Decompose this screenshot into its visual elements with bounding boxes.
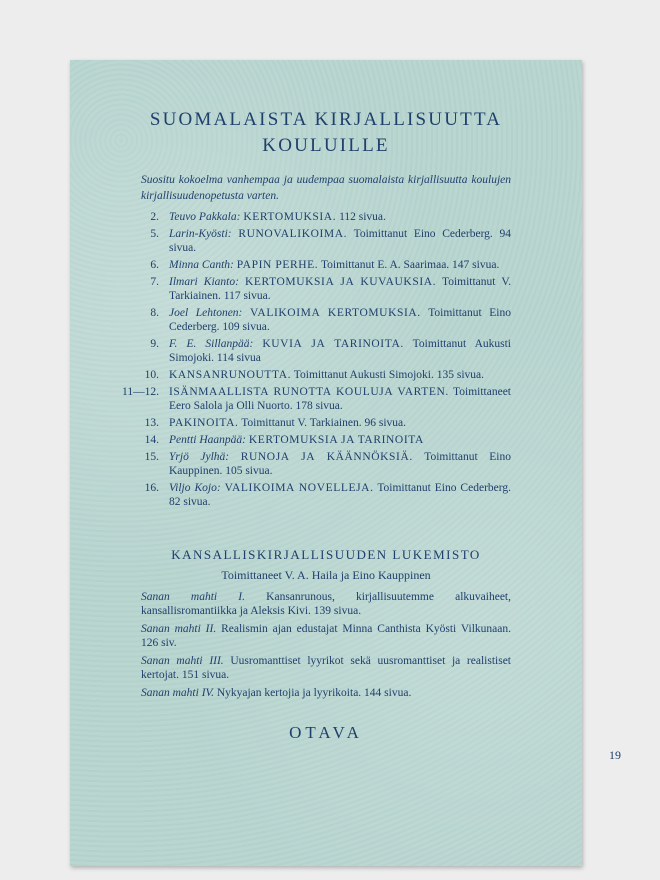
- publisher-name: OTAVA: [289, 723, 363, 742]
- book-details: Toimittanut V. Tarkiainen. 96 sivua.: [241, 417, 406, 429]
- book-number: 14.: [144, 434, 159, 446]
- book-number: 7.: [150, 276, 159, 288]
- book-title: RUNOVALIKOIMA.: [238, 228, 348, 240]
- book-list-item: [141, 481, 511, 509]
- book-details: Toimittanut Aukusti Simojoki. 135 sivua.: [293, 369, 485, 381]
- book-details: Toimittanut Eino Cederberg. 82 sivua.: [169, 482, 511, 508]
- book-list-item: [141, 368, 511, 382]
- book-author: F. E. Sillanpää:: [169, 338, 254, 350]
- book-details: Toimittanut V. Tarkiainen. 117 sivua.: [169, 276, 512, 302]
- book-author: Viljo Kojo:: [169, 482, 221, 494]
- book-entry: [169, 481, 511, 509]
- book-entry: [169, 433, 511, 447]
- lukemisto-item: [141, 590, 511, 618]
- book-entry: [169, 416, 511, 430]
- book-number: 13.: [144, 417, 159, 429]
- book-number: 5.: [150, 228, 159, 240]
- book-list-item: [141, 337, 511, 365]
- book-title: RUNOJA JA KÄÄNNÖKSIÄ.: [240, 451, 413, 463]
- lukemisto-description: Uusromanttiset lyyrikot sekä uusromanttiset ja realistiset kertojat. 151 sivua.: [141, 655, 512, 681]
- book-number: 9.: [150, 338, 159, 350]
- book-number: 15.: [144, 451, 159, 463]
- book-entry: [169, 368, 511, 382]
- book-title: KUVIA JA TARINOITA.: [262, 338, 404, 350]
- book-number: 10.: [144, 369, 159, 381]
- lukemisto-volume: Sanan mahti IV.: [141, 687, 214, 699]
- series-title-line1: SUOMALAISTA KIRJALLISUUTTA: [149, 109, 503, 130]
- book-number: 6.: [150, 259, 159, 271]
- book-list-item: [122, 385, 512, 413]
- book-title: KERTOMUKSIA.: [243, 211, 337, 223]
- book-author: Minna Canth:: [169, 259, 234, 271]
- book-entry: [169, 258, 511, 272]
- book-entry: [169, 210, 511, 224]
- book-list-item: [141, 450, 511, 478]
- book-details: 112 sivua.: [339, 211, 386, 223]
- section-title: KANSALLISKIRJALLISUUDEN LUKEMISTO: [171, 547, 481, 562]
- lukemisto-description: Realismin ajan edustajat Minna Canthista Kyösti Vilkunaan. 126 siv.: [141, 623, 512, 649]
- book-details: Toimittanut Eino Cederberg. 94 sivua.: [169, 228, 512, 254]
- book-title: KANSANRUNOUTTA.: [169, 369, 292, 381]
- lukemisto-description: Kansanrunous, kirjallisuutemme alkuvaiheet, kansallisromantiikka ja Aleksis Kivi. 139 sivua.: [141, 591, 511, 617]
- book-entry: [169, 337, 511, 365]
- book-details: Toimittanut Eino Kauppinen. 105 sivua.: [169, 451, 511, 477]
- book-number: 2.: [150, 211, 159, 223]
- book-title: PAPIN PERHE.: [236, 259, 319, 271]
- book-author: Pentti Haanpää:: [169, 434, 246, 446]
- book-entry: [169, 306, 511, 334]
- sanan-mahti-list: [141, 590, 511, 704]
- series-title-line2: KOULUILLE: [262, 135, 390, 156]
- lukemisto-item: [141, 686, 511, 700]
- book-details: Toimittanut Aukusti Simojoki. 114 sivua: [169, 338, 511, 364]
- lukemisto-volume: Sanan mahti II.: [141, 623, 217, 635]
- book-author: Ilmari Kianto:: [169, 276, 239, 288]
- book-list-item: [141, 433, 511, 447]
- book-list: [122, 210, 512, 512]
- book-entry: [169, 227, 511, 255]
- book-author: Joel Lehtonen:: [169, 307, 243, 319]
- book-list-item: [141, 306, 511, 334]
- lukemisto-description: Nykyajan kertojia ja lyyrikoita. 144 sivua.: [216, 687, 412, 699]
- book-details: Toimittanut Eino Cederberg. 109 sivua.: [169, 307, 512, 333]
- book-title: VALIKOIMA NOVELLEJA.: [224, 482, 374, 494]
- book-title: KERTOMUKSIA JA TARINOITA: [248, 434, 424, 446]
- book-details: Toimittanut E. A. Saarimaa. 147 sivua.: [320, 259, 500, 271]
- book-author: Teuvo Pakkala:: [169, 211, 241, 223]
- book-back-cover: [70, 60, 621, 866]
- lukemisto-volume: Sanan mahti III.: [141, 655, 224, 667]
- book-list-item: [141, 210, 511, 224]
- book-entry: [169, 450, 511, 478]
- page-number: 19: [609, 748, 621, 762]
- lukemisto-item: [141, 622, 511, 650]
- book-title: VALIKOIMA KERTOMUKSIA.: [250, 307, 421, 319]
- book-entry: [169, 385, 511, 413]
- book-title: ISÄNMAALLISTA RUNOTTA KOULUJA VARTEN.: [169, 386, 449, 398]
- book-list-item: [141, 258, 511, 272]
- section-editors: Toimittaneet V. A. Haila ja Eino Kauppinen: [221, 568, 431, 582]
- lukemisto-item: [141, 654, 511, 682]
- lukemisto-volume: Sanan mahti I.: [141, 591, 245, 603]
- book-number: 8.: [150, 307, 159, 319]
- series-intro: Suositu kokoelma vanhempaa ja uudempaa suomalaista kirjallisuutta koulujen kirjallisuudenopetusta varten.: [141, 174, 511, 202]
- book-title: KERTOMUKSIA JA KUVAUKSIA.: [244, 276, 437, 288]
- book-author: Larin-Kyösti:: [169, 228, 232, 240]
- book-list-item: [141, 275, 511, 303]
- book-title: PAKINOITA.: [169, 417, 239, 429]
- book-author: Yrjö Jylhä:: [169, 451, 230, 463]
- book-number: 11—12.: [122, 386, 159, 398]
- book-number: 16.: [144, 482, 159, 494]
- book-list-item: [141, 227, 511, 255]
- book-details: Toimittaneet Eero Salola ja Olli Nuorto. 178 sivua.: [169, 386, 512, 412]
- book-entry: [169, 275, 511, 303]
- book-list-item: [141, 416, 511, 430]
